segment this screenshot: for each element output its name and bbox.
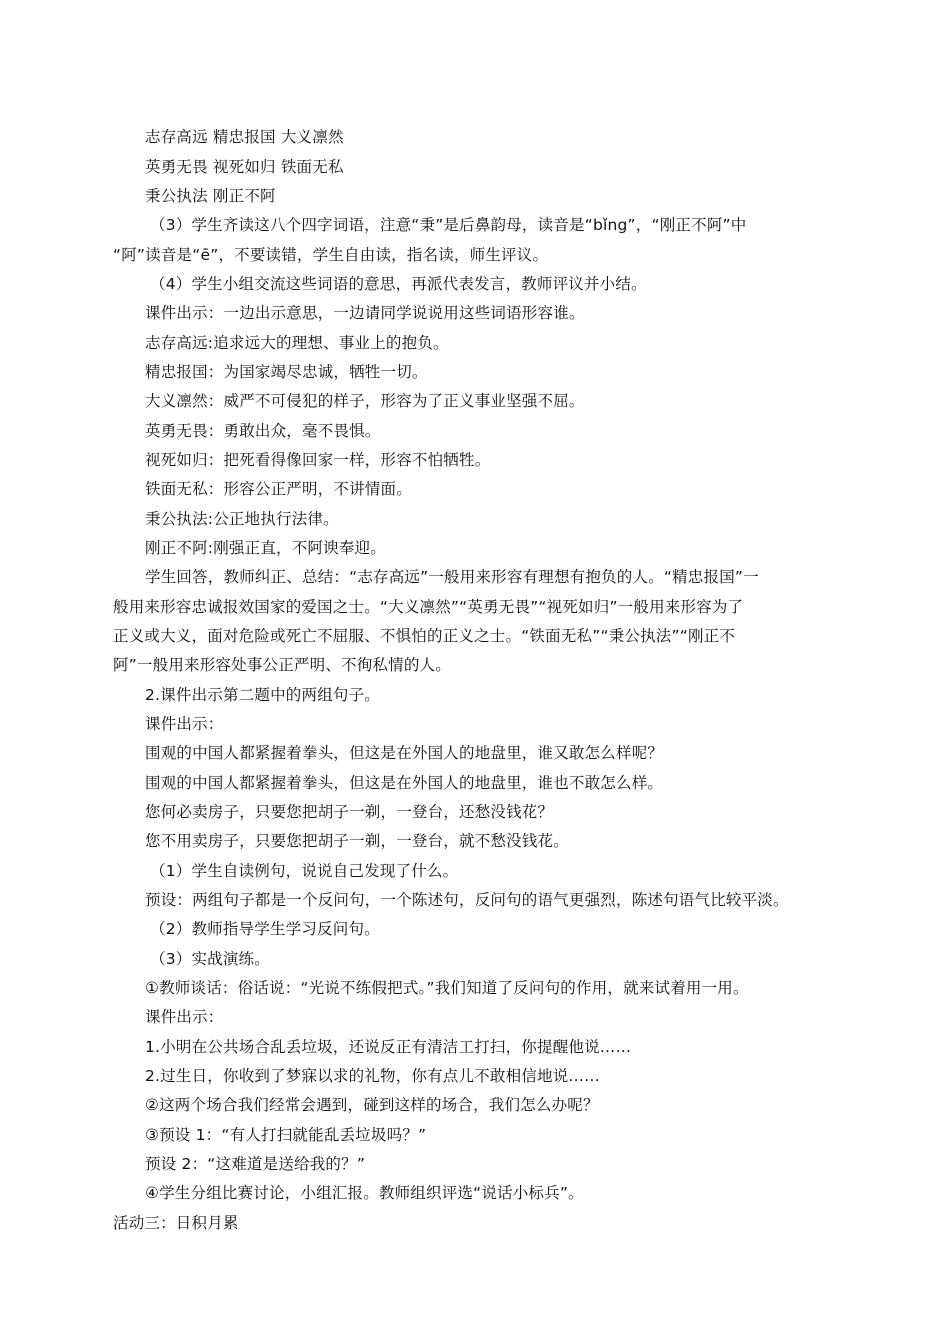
text-line: 预设：两组句子都是一个反问句，一个陈述句，反问句的语气更强烈，陈述句语气比较平淡。 xyxy=(145,891,789,909)
text-line: （4）学生小组交流这些词语的意思，再派代表发言，教师评议并小结。 xyxy=(150,275,647,293)
section-heading: 活动三：日积月累 xyxy=(113,1214,239,1232)
text-line: ①教师谈话：俗话说：“光说不练假把式。”我们知道了反问句的作用，就来试着用一用。 xyxy=(145,979,749,997)
text-line: 学生回答，教师纠正、总结：“志存高远”一般用来形容有理想有抱负的人。“精忠报国”一 xyxy=(145,568,759,586)
text-line: 课件出示：一边出示意思，一边请同学说说用这些词语形容谁。 xyxy=(145,304,585,322)
text-line: 英勇无畏：勇敢出众，毫不畏惧。 xyxy=(145,422,381,440)
text-line: ④学生分组比赛讨论，小组汇报。教师组织评选“说话小标兵”。 xyxy=(145,1184,584,1202)
text-line: （3）实战演练。 xyxy=(150,950,270,968)
text-line: 秉公执法:公正地执行法律。 xyxy=(145,510,339,528)
text-line: 2.过生日，你收到了梦寐以求的礼物，你有点儿不敢相信地说…… xyxy=(145,1067,600,1085)
text-line: （1）学生自读例句，说说自己发现了什么。 xyxy=(150,862,459,880)
text-line: 课件出示： xyxy=(145,715,224,733)
text-line: 预设 2：“这难道是送给我的？” xyxy=(145,1155,366,1173)
text-line: 秉公执法 刚正不阿 xyxy=(145,187,276,205)
text-line: 英勇无畏 视死如归 铁面无私 xyxy=(145,158,344,176)
text-line: 般用来形容忠诚报效国家的爱国之士。“大义凛然”“英勇无畏”“视死如归”一般用来形容为了 xyxy=(113,598,744,616)
text-line: （2）教师指导学生学习反问句。 xyxy=(150,920,380,938)
text-line: 围观的中国人都紧握着拳头，但这是在外国人的地盘里，谁又敢怎么样呢？ xyxy=(145,744,664,762)
text-line: 视死如归：把死看得像回家一样，形容不怕牺牲。 xyxy=(145,451,491,469)
text-line: 正义或大义，面对危险或死亡不屈服、不惧怕的正义之士。“铁面无私”“秉公执法”“刚正不 xyxy=(113,627,736,645)
text-line: ③预设 1：“有人打扫就能乱丢垃圾吗？” xyxy=(145,1126,427,1144)
text-line: “阿”读音是“ē”，不要读错，学生自由读，指名读，师生评议。 xyxy=(113,246,549,264)
text-line: 大义凛然：威严不可侵犯的样子，形容为了正义事业坚强不屈。 xyxy=(145,392,585,410)
text-line: 志存高远 精忠报国 大义凛然 xyxy=(145,128,344,146)
text-line: 课件出示： xyxy=(145,1008,224,1026)
text-line: 2.课件出示第二题中的两组句子。 xyxy=(145,686,380,704)
text-line: 您何必卖房子，只要您把胡子一剃，一登台，还愁没钱花？ xyxy=(145,803,554,821)
text-line: 您不用卖房子，只要您把胡子一剃，一登台，就不愁没钱花。 xyxy=(145,832,569,850)
text-line: 志存高远:追求远大的理想、事业上的抱负。 xyxy=(145,334,449,352)
text-line: （3）学生齐读这八个四字词语，注意“秉”是后鼻韵母，读音是“bǐng”，“刚正不阿”中 xyxy=(150,216,747,234)
text-line: 围观的中国人都紧握着拳头，但这是在外国人的地盘里，谁也不敢怎么样。 xyxy=(145,774,664,792)
text-line: 铁面无私：形容公正严明，不讲情面。 xyxy=(145,480,412,498)
text-line: 1.小明在公共场合乱丢垃圾，还说反正有清洁工打扫，你提醒他说…… xyxy=(145,1038,632,1056)
text-line: 精忠报国：为国家竭尽忠诚，牺牲一切。 xyxy=(145,363,428,381)
text-line: ②这两个场合我们经常会遇到，碰到这样的场合，我们怎么办呢？ xyxy=(145,1096,599,1114)
text-line: 阿”一般用来形容处事公正严明、不徇私情的人。 xyxy=(113,656,451,674)
text-line: 刚正不阿:刚强正直，不阿谀奉迎。 xyxy=(145,539,386,557)
